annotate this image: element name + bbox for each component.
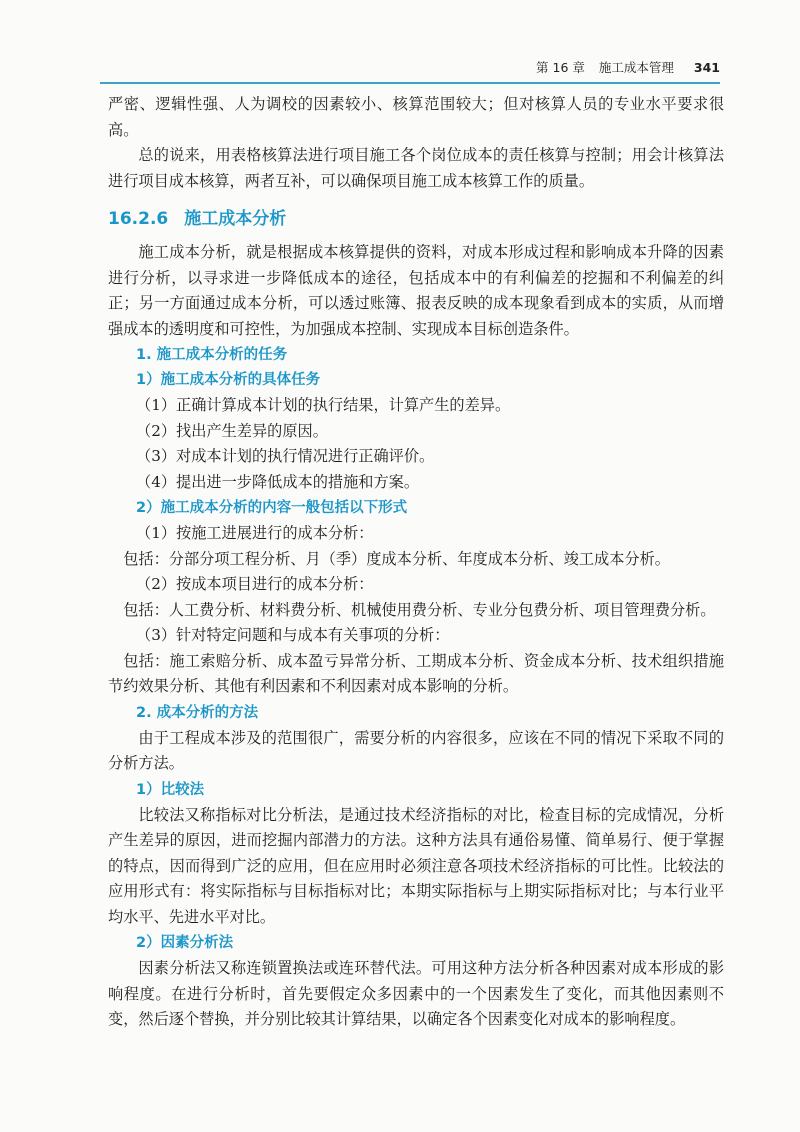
header-chapter-title: 施工成本管理 [598, 60, 674, 75]
section-title: 施工成本分析 [184, 209, 287, 229]
form-item-3-includes: 包括：施工索赔分析、成本盈亏异常分析、工期成本分析、资金成本分析、技术组织措施节约效果分析、其他有利因素和不利因素对成本影响的分析。 [108, 651, 724, 695]
subheading-task-2: 2）施工成本分析的内容一般包括以下形式 [136, 500, 408, 516]
section-heading [108, 206, 724, 232]
list-item: （2）找出产生差异的原因。 [136, 421, 328, 440]
form-item-1-includes: 包括：分部分项工程分析、月（季）度成本分析、年度成本分析、竣工成本分析。 [123, 549, 670, 568]
form-item-3: （3）针对特定问题和与成本有关事项的分析： [136, 626, 450, 644]
subheading-task-1: 1）施工成本分析的具体任务 [136, 372, 321, 388]
subheading-comparison: 1）比较法 [136, 781, 205, 798]
form-item-2: （2）按成本项目进行的成本分析： [136, 575, 374, 593]
form-item-1: （1）按施工进展进行的成本分析： [136, 524, 374, 542]
section-number: 16.2.6 [108, 209, 169, 229]
header-chapter: 第 16 章 [536, 60, 585, 75]
form-item-2-includes: 包括：人工费分析、材料费分析、机械使用费分析、专业分包费分析、项目管理费分析。 [123, 600, 716, 619]
subheading-task: 1. 施工成本分析的任务 [136, 347, 288, 363]
page-body [108, 92, 724, 1033]
page-number: 341 [693, 60, 720, 75]
subheading-factor: 2）因素分析法 [136, 935, 234, 951]
list-item: （4）提出进一步降低成本的措施和方案。 [136, 472, 420, 491]
paragraph-summary: 总的说来，用表格核算法进行项目施工各个岗位成本的责任核算与控制；用会计核算法进行项目成本核算，两者互补，可以确保项目施工成本核算工作的质量。 [108, 146, 724, 190]
paragraph-intro: 施工成本分析，就是根据成本核算提供的资料，对成本形成过程和影响成本升降的因素进行分析，以寻求进一步降低成本的途径，包括成本中的有利偏差的挖掘和不利偏差的纠正；另一方面通过成本分析，可以透过账簿、报表反映的成本现象看到成本的实质，从而增强成本的透明度和可控性，为加强成本控制、实现成本目标创造条件。 [108, 243, 724, 338]
paragraph-continued: 严密、逻辑性强、人为调校的因素较小、核算范围较大；但对核算人员的专业水平要求很高。 [108, 95, 724, 139]
header-rule [100, 82, 720, 84]
paragraph-method-intro: 由于工程成本涉及的范围很广，需要分析的内容很多，应该在不同的情况下采取不同的分析方法。 [108, 728, 724, 772]
running-header [108, 58, 720, 82]
paragraph-comparison: 比较法又称指标对比分析法，是通过技术经济指标的对比，检查目标的完成情况，分析产生差异的原因，进而挖掘内部潜力的方法。这种方法具有通俗易懂、简单易行、便于掌握的特点，因而得到广泛的应用，但在应用时必须注意各项技术经济指标的可比性。比较法的应用形式有：将实际指标与目标指标对比；本期实际指标与上期实际指标对比；与本行业平均水平、先进水平对比。 [108, 805, 724, 926]
subheading-method: 2. 成本分析的方法 [136, 704, 259, 721]
list-item: （1）正确计算成本计划的执行结果，计算产生的差异。 [136, 396, 511, 414]
list-item: （3）对成本计划的执行情况进行正确评价。 [136, 447, 435, 465]
paragraph-factor: 因素分析法又称连锁置换法或连环替代法。可用这种方法分析各种因素对成本形成的影响程度。在进行分析时，首先要假定众多因素中的一个因素发生了变化，而其他因素则不变，然后逐个替换，并分别比较其计算结果，以确定各个因素变化对成本的影响程度。 [108, 959, 724, 1028]
